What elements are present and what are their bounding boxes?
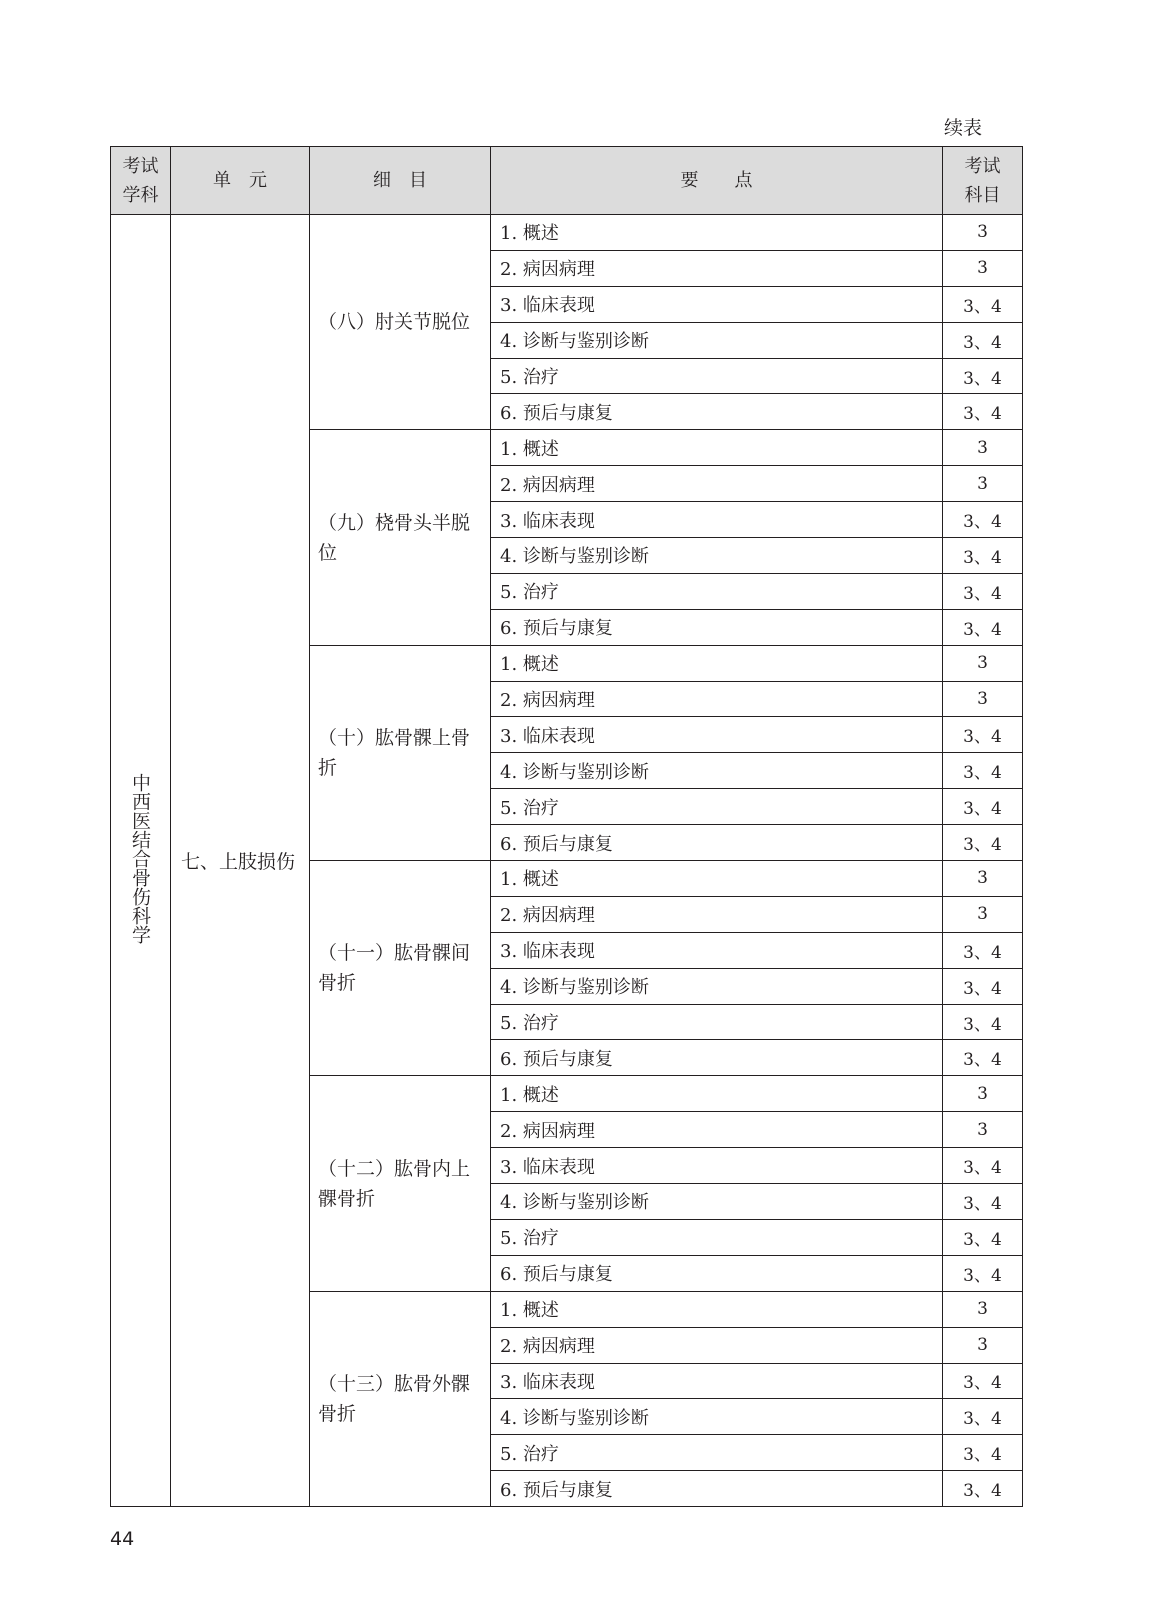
level-cell: 3 bbox=[943, 1291, 1023, 1327]
point-cell: 4. 诊断与鉴别诊断 bbox=[491, 1184, 943, 1220]
level-cell: 3、4 bbox=[943, 322, 1023, 358]
point-cell: 1. 概述 bbox=[491, 430, 943, 466]
level-cell: 3、4 bbox=[943, 1255, 1023, 1291]
syllabus-table bbox=[110, 146, 1023, 1507]
point-cell: 4. 诊断与鉴别诊断 bbox=[491, 753, 943, 789]
point-cell: 6. 预后与康复 bbox=[491, 1471, 943, 1507]
point-cell: 4. 诊断与鉴别诊断 bbox=[491, 538, 943, 574]
point-cell: 1. 概述 bbox=[491, 1076, 943, 1112]
point-cell: 6. 预后与康复 bbox=[491, 1040, 943, 1076]
header-point: 要 点 bbox=[491, 147, 943, 215]
header-subject: 考试 学科 bbox=[111, 147, 171, 215]
point-cell: 1. 概述 bbox=[491, 645, 943, 681]
level-cell: 3 bbox=[943, 896, 1023, 932]
level-cell: 3、4 bbox=[943, 1363, 1023, 1399]
point-cell: 3. 临床表现 bbox=[491, 717, 943, 753]
item-cell: （八）肘关节脱位 bbox=[310, 215, 491, 430]
point-cell: 4. 诊断与鉴别诊断 bbox=[491, 322, 943, 358]
point-cell: 6. 预后与康复 bbox=[491, 609, 943, 645]
level-cell: 3、4 bbox=[943, 573, 1023, 609]
level-cell: 3 bbox=[943, 645, 1023, 681]
item-cell: （十三）肱骨外髁骨折 bbox=[310, 1291, 491, 1506]
level-cell: 3、4 bbox=[943, 358, 1023, 394]
table-header-row bbox=[111, 147, 1023, 215]
point-cell: 2. 病因病理 bbox=[491, 681, 943, 717]
level-cell: 3、4 bbox=[943, 286, 1023, 322]
level-cell: 3 bbox=[943, 430, 1023, 466]
level-cell: 3、4 bbox=[943, 1004, 1023, 1040]
table-body bbox=[111, 215, 1023, 1507]
point-cell: 1. 概述 bbox=[491, 1291, 943, 1327]
header-item: 细 目 bbox=[310, 147, 491, 215]
level-cell: 3、4 bbox=[943, 394, 1023, 430]
point-cell: 1. 概述 bbox=[491, 215, 943, 251]
point-cell: 3. 临床表现 bbox=[491, 1148, 943, 1184]
level-cell: 3、4 bbox=[943, 1040, 1023, 1076]
point-cell: 4. 诊断与鉴别诊断 bbox=[491, 1399, 943, 1435]
point-cell: 5. 治疗 bbox=[491, 1435, 943, 1471]
subject-text: 中西医结合骨伤科学 bbox=[129, 772, 151, 944]
level-cell: 3 bbox=[943, 466, 1023, 502]
point-cell: 6. 预后与康复 bbox=[491, 825, 943, 861]
table-row bbox=[111, 215, 1023, 251]
level-cell: 3 bbox=[943, 250, 1023, 286]
level-cell: 3、4 bbox=[943, 1471, 1023, 1507]
level-cell: 3、4 bbox=[943, 968, 1023, 1004]
point-cell: 4. 诊断与鉴别诊断 bbox=[491, 968, 943, 1004]
point-cell: 5. 治疗 bbox=[491, 573, 943, 609]
page-number: 44 bbox=[110, 1528, 135, 1550]
level-cell: 3、4 bbox=[943, 1148, 1023, 1184]
point-cell: 3. 临床表现 bbox=[491, 286, 943, 322]
level-cell: 3 bbox=[943, 1112, 1023, 1148]
subject-cell bbox=[111, 215, 171, 1507]
point-cell: 1. 概述 bbox=[491, 861, 943, 897]
level-cell: 3、4 bbox=[943, 1219, 1023, 1255]
level-cell: 3 bbox=[943, 681, 1023, 717]
level-cell: 3、4 bbox=[943, 502, 1023, 538]
level-cell: 3、4 bbox=[943, 538, 1023, 574]
level-cell: 3、4 bbox=[943, 753, 1023, 789]
item-cell: （十一）肱骨髁间骨折 bbox=[310, 861, 491, 1076]
point-cell: 5. 治疗 bbox=[491, 789, 943, 825]
point-cell: 2. 病因病理 bbox=[491, 250, 943, 286]
point-cell: 3. 临床表现 bbox=[491, 1363, 943, 1399]
level-cell: 3、4 bbox=[943, 789, 1023, 825]
point-cell: 5. 治疗 bbox=[491, 358, 943, 394]
level-cell: 3、4 bbox=[943, 609, 1023, 645]
point-cell: 3. 临床表现 bbox=[491, 932, 943, 968]
point-cell: 2. 病因病理 bbox=[491, 1327, 943, 1363]
level-cell: 3、4 bbox=[943, 717, 1023, 753]
level-cell: 3 bbox=[943, 1076, 1023, 1112]
unit-cell: 七、上肢损伤 bbox=[171, 215, 310, 1507]
point-cell: 5. 治疗 bbox=[491, 1219, 943, 1255]
level-cell: 3、4 bbox=[943, 1184, 1023, 1220]
point-cell: 3. 临床表现 bbox=[491, 502, 943, 538]
point-cell: 5. 治疗 bbox=[491, 1004, 943, 1040]
level-cell: 3 bbox=[943, 861, 1023, 897]
level-cell: 3、4 bbox=[943, 1435, 1023, 1471]
point-cell: 2. 病因病理 bbox=[491, 1112, 943, 1148]
level-cell: 3、4 bbox=[943, 825, 1023, 861]
item-cell: （十）肱骨髁上骨折 bbox=[310, 645, 491, 860]
item-cell: （九）桡骨头半脱位 bbox=[310, 430, 491, 645]
level-cell: 3、4 bbox=[943, 932, 1023, 968]
header-level: 考试 科目 bbox=[943, 147, 1023, 215]
level-cell: 3、4 bbox=[943, 1399, 1023, 1435]
point-cell: 6. 预后与康复 bbox=[491, 1255, 943, 1291]
level-cell: 3 bbox=[943, 1327, 1023, 1363]
continued-label: 续表 bbox=[944, 117, 983, 139]
level-cell: 3 bbox=[943, 215, 1023, 251]
point-cell: 6. 预后与康复 bbox=[491, 394, 943, 430]
point-cell: 2. 病因病理 bbox=[491, 896, 943, 932]
point-cell: 2. 病因病理 bbox=[491, 466, 943, 502]
header-unit: 单 元 bbox=[171, 147, 310, 215]
item-cell: （十二）肱骨内上髁骨折 bbox=[310, 1076, 491, 1291]
